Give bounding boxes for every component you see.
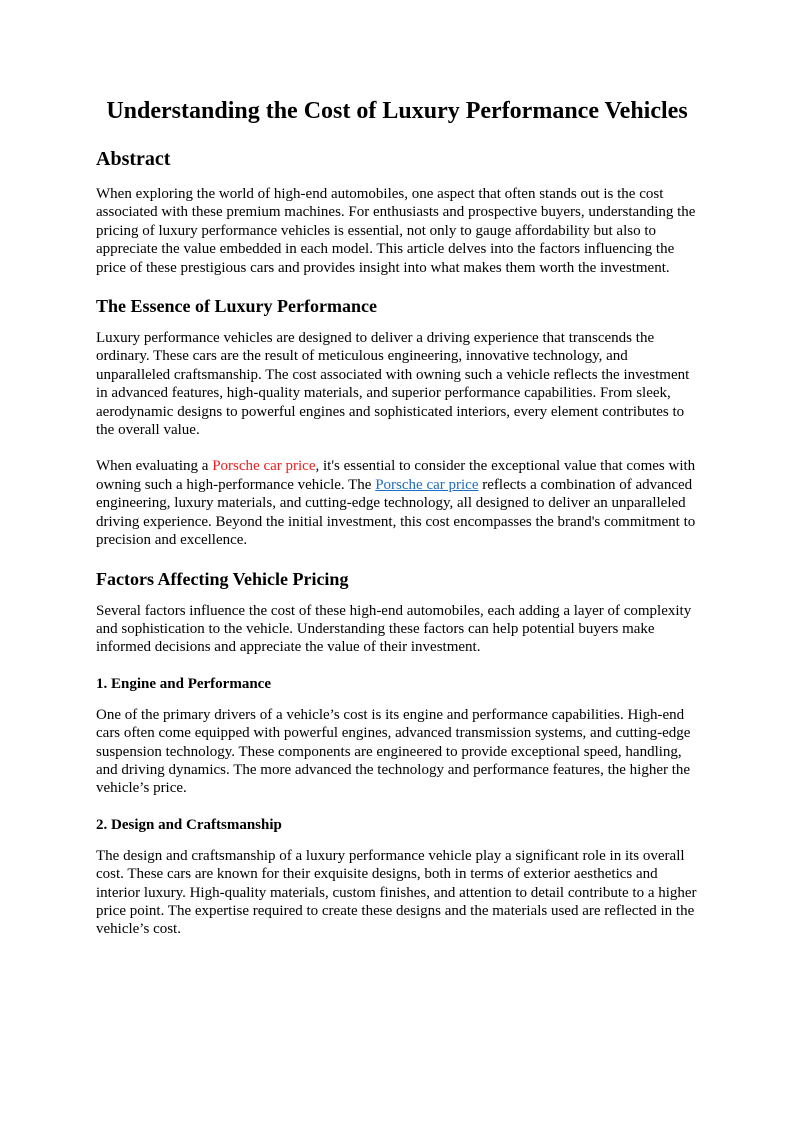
design-subheading: 2. Design and Craftsmanship [96, 816, 282, 833]
factors-intro-paragraph: Several factors influence the cost of these high-end automobiles, each adding a layer of complexity and sophistication to the vehicle. Understanding these factors can help potential buyers make informed decisions and appreciate the value of their investment. [96, 602, 692, 656]
design-paragraph: The design and craftsmanship of a luxury performance vehicle play a significant role in its overall cost. These cars are known for their exquisite designs, both in terms of exterior aesthetics and interior luxury. High-quality materials, custom finishes, and attention to detail contribute to a higher price point. The expertise required to create these designs and the materials used are reflected in the vehicle’s cost. [96, 847, 697, 938]
essence-heading: The Essence of Luxury Performance [96, 296, 377, 317]
abstract-heading: Abstract [96, 148, 171, 170]
porsche-price-link[interactable]: Porsche car price [375, 476, 479, 493]
document-page [96, 96, 698, 957]
highlighted-keyword: Porsche car price [212, 458, 316, 475]
factors-heading: Factors Affecting Vehicle Pricing [96, 568, 349, 589]
engine-subheading: 1. Engine and Performance [96, 675, 271, 692]
essence-paragraph-1: Luxury performance vehicles are designed to deliver a driving experience that transcends the ordinary. These cars are the result of meticulous engineering, innovative technology, and unparalleled craftsmanship. The cost associated with owning such a vehicle reflects the investment in advanced features, high-quality materials, and superior performance capabilities. From sleek, aerodynamic designs to powerful engines and sophisticated interiors, every element contributes to the overall value. [96, 330, 690, 439]
engine-paragraph: One of the primary drivers of a vehicle’s cost is its engine and performance capabilities. High-end cars often come equipped with powerful engines, advanced transmission systems, and cutting-edge suspension technology. These components are engineered to provide exceptional speed, handling, and driving dynamics. The more advanced the technology and performance features, the higher the vehicle’s price. [96, 706, 691, 797]
document-title: Understanding the Cost of Luxury Performance Vehicles [106, 98, 688, 124]
essence-paragraph-2 [96, 457, 698, 549]
paragraph-text: , it's essential to consider the exceptional value that comes with owning such a high-performance vehicle. The [96, 458, 696, 493]
paragraph-text: reflects a combination of advanced engineering, luxury materials, and cutting-edge technology, all designed to deliver an unparalleled driving experience. Beyond the initial investment, this cost encompasses the brand's commitment to precision and excellence. [96, 476, 696, 549]
abstract-paragraph: When exploring the world of high-end automobiles, one aspect that often stands out is the cost associated with these premium machines. For enthusiasts and prospective buyers, understanding the pricing of luxury performance vehicles is essential, not only to gauge affordability but also to appreciate the value embedded in each model. This article delves into the factors influencing the price of these prestigious cars and provides insight into what makes them worth the investment. [96, 186, 696, 276]
paragraph-text: When evaluating a [96, 458, 213, 475]
